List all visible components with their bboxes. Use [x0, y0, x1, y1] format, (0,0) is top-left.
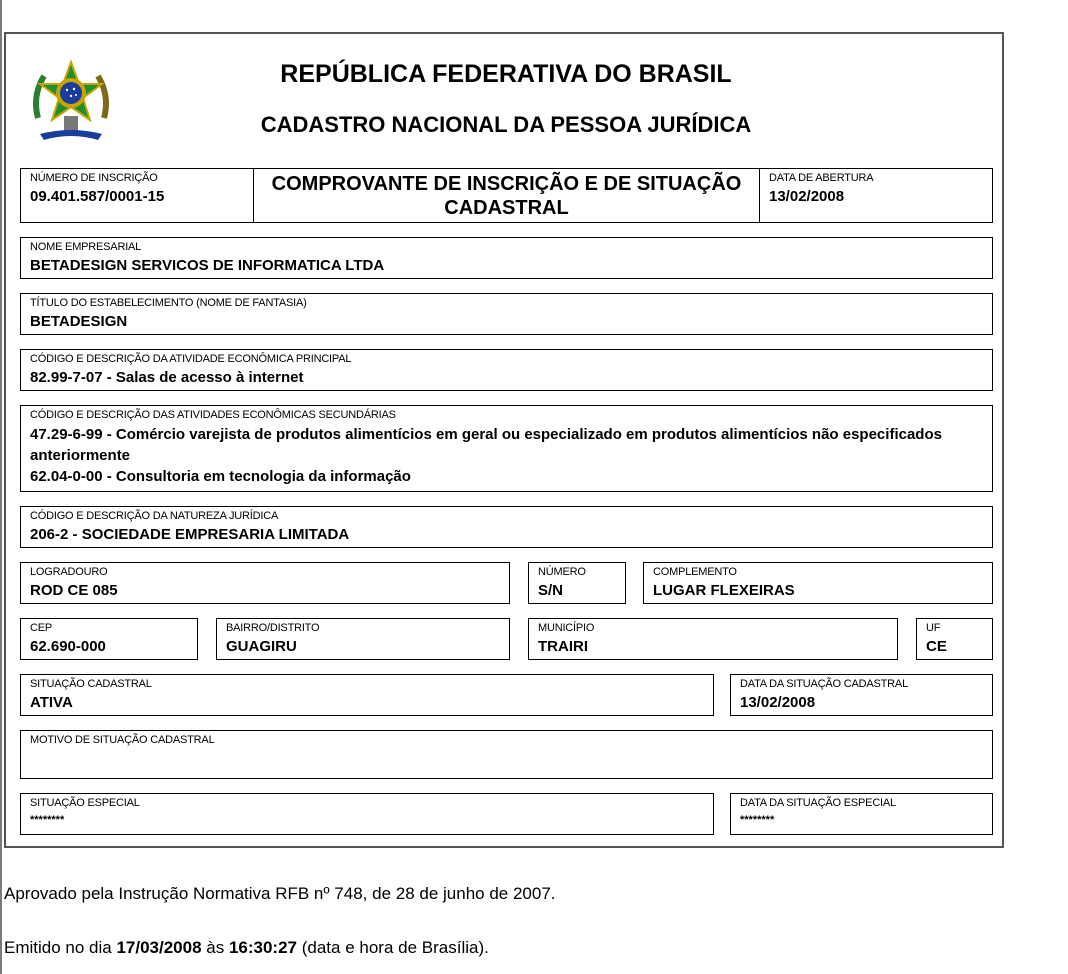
field-label: UF — [926, 622, 941, 634]
field-data-situacao-cadastral — [730, 674, 993, 716]
field-value: LUGAR FLEXEIRAS — [653, 582, 795, 599]
field-cep — [20, 618, 198, 660]
field-logradouro — [20, 562, 510, 604]
field-value: BETADESIGN SERVICOS DE INFORMATICA LTDA — [30, 257, 385, 274]
field-value: 82.99-7-07 - Salas de acesso à internet — [30, 369, 304, 386]
field-situacao-especial — [20, 793, 714, 835]
emission-date: 17/03/2008 — [116, 938, 202, 957]
field-natureza-juridica — [20, 506, 993, 548]
field-motivo-situacao — [20, 730, 993, 779]
emission-mid: às — [201, 938, 229, 957]
field-numero — [528, 562, 626, 604]
field-label: TÍTULO DO ESTABELECIMENTO (NOME DE FANTASIA) — [30, 297, 307, 309]
field-value: TRAIRI — [538, 638, 588, 655]
field-data-situacao-especial — [730, 793, 993, 835]
field-value: S/N — [538, 582, 564, 599]
field-value: 62.690-000 — [30, 638, 106, 655]
field-label: CEP — [30, 622, 53, 634]
field-label: CÓDIGO E DESCRIÇÃO DA ATIVIDADE ECONÔMICA PRINCIPAL — [30, 353, 352, 365]
field-data-abertura — [759, 168, 993, 223]
field-nome-empresarial — [20, 237, 993, 279]
field-value: 13/02/2008 — [769, 188, 845, 205]
field-label: CÓDIGO E DESCRIÇÃO DAS ATIVIDADES ECONÔMICAS SECUNDÁRIAS — [30, 409, 396, 421]
emission-suffix: (data e hora de Brasília). — [297, 938, 489, 957]
page-subtitle: CADASTRO NACIONAL DA PESSOA JURÍDICA — [260, 112, 752, 137]
approval-note: Aprovado pela Instrução Normativa RFB nº 748, de 28 de junho de 2007. — [4, 884, 556, 903]
field-label: DATA DA SITUAÇÃO ESPECIAL — [740, 797, 896, 809]
field-municipio — [528, 618, 898, 660]
field-value: 13/02/2008 — [740, 694, 816, 711]
page-title: REPÚBLICA FEDERATIVA DO BRASIL — [280, 60, 732, 88]
document-title: COMPROVANTE DE INSCRIÇÃO E DE SITUAÇÃO CADASTRAL — [271, 173, 742, 219]
field-label: MUNICÍPIO — [538, 622, 595, 634]
field-label: DATA DE ABERTURA — [769, 172, 874, 184]
field-label: SITUAÇÃO CADASTRAL — [30, 678, 152, 690]
emission-time: 16:30:27 — [228, 938, 298, 957]
field-label: SITUAÇÃO ESPECIAL — [30, 797, 140, 809]
field-value: 206-2 - SOCIEDADE EMPRESARIA LIMITADA — [30, 526, 350, 543]
list-item: 47.29-6-99 - Comércio varejista de produtos alimentícios em geral ou especializado em produtos alimentícios não especificados anteriormente — [30, 426, 942, 464]
field-label: MOTIVO DE SITUAÇÃO CADASTRAL — [30, 734, 215, 746]
field-uf — [916, 618, 993, 660]
field-titulo-estabelecimento — [20, 293, 993, 335]
field-atividade-principal — [20, 349, 993, 391]
field-label: DATA DA SITUAÇÃO CADASTRAL — [740, 678, 908, 690]
field-label: BAIRRO/DISTRITO — [226, 622, 320, 634]
document-title-box — [253, 168, 760, 223]
field-label: COMPLEMENTO — [653, 566, 737, 578]
field-bairro — [216, 618, 510, 660]
field-complemento — [643, 562, 993, 604]
field-value: ROD CE 085 — [30, 582, 118, 599]
field-value: ******** — [30, 814, 65, 826]
field-label: NOME EMPRESARIAL — [30, 241, 142, 253]
emission-note — [4, 938, 489, 958]
field-situacao-cadastral — [20, 674, 714, 716]
left-border-rule — [0, 0, 2, 974]
field-value: 09.401.587/0001-15 — [30, 188, 165, 205]
field-numero-inscricao — [20, 168, 254, 223]
field-value: BETADESIGN — [30, 313, 128, 330]
field-atividades-secundarias — [20, 405, 993, 492]
field-label: LOGRADOURO — [30, 566, 108, 578]
list-item: 62.04-0-00 - Consultoria em tecnologia da informação — [30, 468, 411, 485]
field-value: CE — [926, 638, 947, 655]
field-value: ******** — [740, 814, 775, 826]
field-label: NÚMERO — [538, 566, 586, 578]
secondary-activities-list — [30, 424, 980, 487]
emission-prefix: Emitido no dia — [4, 938, 117, 957]
field-label: NÚMERO DE INSCRIÇÃO — [30, 172, 158, 184]
field-value: GUAGIRU — [226, 638, 297, 655]
field-value: ATIVA — [30, 694, 73, 711]
field-label: CÓDIGO E DESCRIÇÃO DA NATUREZA JURÍDICA — [30, 510, 279, 522]
